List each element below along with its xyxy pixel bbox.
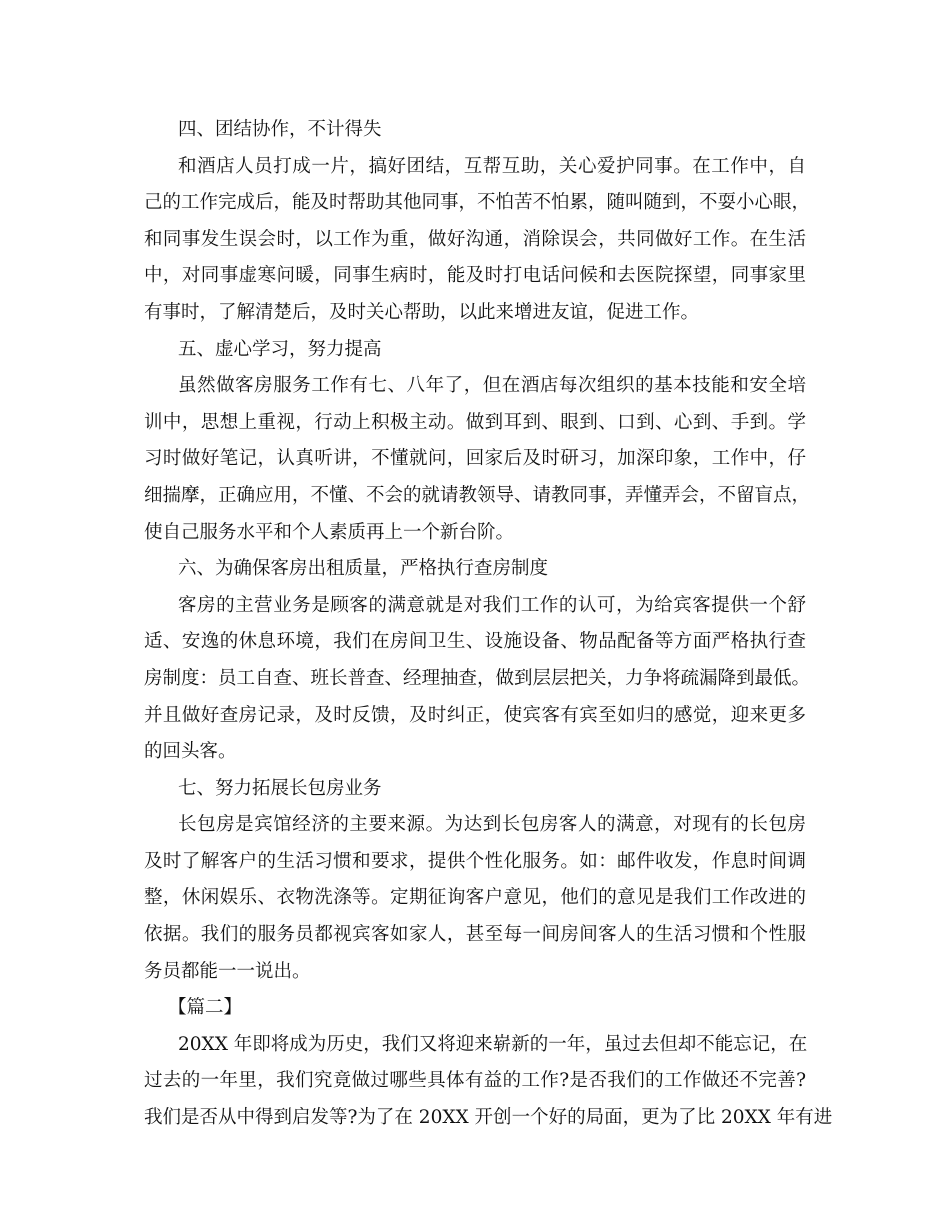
paragraph-line: 训中，思想上重视，行动上积极主动。做到耳到、眼到、口到、心到、手到。学 <box>144 411 806 433</box>
paragraph-line: 和同事发生误会时，以工作为重，做好沟通，消除误会，共同做好工作。在生活 <box>144 228 806 250</box>
paragraph-line: 客房的主营业务是顾客的满意就是对我们工作的认可，为给宾客提供一个舒 <box>178 594 806 616</box>
paragraph-line: 细揣摩，正确应用，不懂、不会的就请教领导、请教同事，弄懂弄会，不留盲点， <box>144 484 811 506</box>
paragraph-line: 及时了解客户的生活习惯和要求，提供个性化服务。如：邮件收发，作息时间调 <box>144 850 806 872</box>
paragraph-line: 务员都能一一说出。 <box>144 960 311 982</box>
paragraph-line: 过去的一年里，我们究竟做过哪些具体有益的工作?是否我们的工作做还不完善? <box>144 1070 806 1092</box>
paragraph-line: 整，休闲娱乐、衣物洗涤等。定期征询客户意见，他们的意见是我们工作改进的 <box>144 887 806 909</box>
paragraph-line: 和酒店人员打成一片，搞好团结，互帮互助，关心爱护同事。在工作中，自 <box>178 155 806 177</box>
paragraph-line: 的回头客。 <box>144 741 237 763</box>
paragraph-line: 依据。我们的服务员都视宾客如家人，甚至每一间房间客人的生活习惯和个性服 <box>144 924 806 946</box>
paragraph-line: 习时做好笔记，认真听讲，不懂就问，回家后及时研习，加深印象，工作中，仔 <box>144 448 806 470</box>
document-body <box>144 112 833 1137</box>
paragraph-line: 中，对同事虚寒问暖，同事生病时，能及时打电话问候和去医院探望，同事家里 <box>144 265 806 287</box>
paragraph-line: 长包房是宾馆经济的主要来源。为达到长包房客人的满意，对现有的长包房 <box>178 814 806 836</box>
section-heading-4: 四、团结协作，不计得失 <box>178 119 382 140</box>
paragraph-line: 我们是否从中得到启发等?为了在 20XX 开创一个好的局面，更为了比 20XX 年有进 <box>144 1107 833 1129</box>
paragraph-line: 并且做好查房记录，及时反馈，及时纠正，使宾客有宾至如归的感觉，迎来更多 <box>144 704 806 726</box>
paragraph-line: 房制度：员工自查、班长普查、经理抽查，做到层层把关，力争将疏漏降到最低。 <box>144 667 811 689</box>
paragraph-line: 己的工作完成后，能及时帮助其他同事，不怕苦不怕累，随叫随到，不耍小心眼， <box>144 192 811 214</box>
section-heading-6: 六、为确保客房出租质量，严格执行查房制度 <box>178 558 549 580</box>
paragraph-line: 虽然做客房服务工作有七、八年了，但在酒店每次组织的基本技能和安全培 <box>178 375 806 397</box>
paragraph-line: 有事时，了解清楚后，及时关心帮助，以此来增进友谊，促进工作。 <box>144 301 700 323</box>
article-two-heading: 【篇二】 <box>168 997 243 1019</box>
paragraph-line: 适、安逸的休息环境，我们在房间卫生、设施设备、物品配备等方面严格执行查 <box>144 631 806 653</box>
section-heading-5: 五、虚心学习，努力提高 <box>178 338 382 360</box>
section-heading-7: 七、努力拓展长包房业务 <box>178 777 382 799</box>
paragraph-line: 20XX 年即将成为历史，我们又将迎来崭新的一年，虽过去但却不能忘记，在 <box>178 1033 808 1055</box>
paragraph-line: 使自己服务水平和个人素质再上一个新台阶。 <box>144 521 515 543</box>
